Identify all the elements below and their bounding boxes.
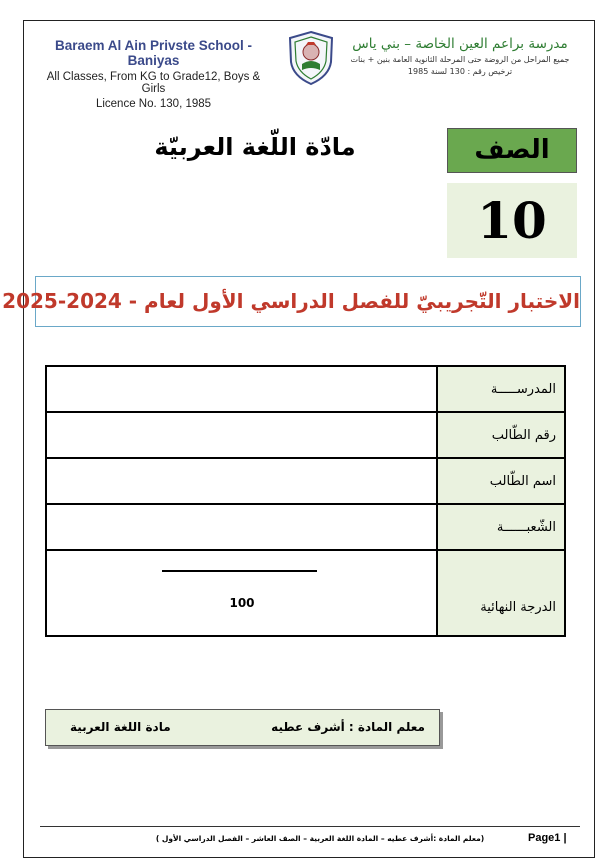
section-label: الشّعبــــــة bbox=[436, 505, 564, 549]
student-name-row bbox=[47, 459, 564, 505]
footer-divider bbox=[40, 826, 580, 827]
final-grade-field[interactable] bbox=[47, 551, 436, 635]
student-name-label: اسم الطّالب bbox=[436, 459, 564, 503]
licence-en: Licence No. 130, 1985 bbox=[95, 98, 212, 110]
page-number: Page1 | bbox=[528, 832, 567, 844]
score-line bbox=[162, 570, 317, 572]
student-number-row bbox=[47, 413, 564, 459]
student-name-field[interactable] bbox=[47, 459, 436, 503]
subject-title: مادّة اللّغة العربيّة bbox=[154, 133, 356, 161]
teacher-subject: مادة اللغة العربية bbox=[70, 720, 171, 734]
grade-number: 10 bbox=[447, 183, 577, 258]
school-name-en: Baraem Al Ain Privste School - Baniyas bbox=[54, 38, 253, 68]
exam-title: الاختبار التّجريبيّ للفصل الدراسي الأول لعام - 2024-2025 bbox=[35, 276, 581, 327]
final-grade-row bbox=[47, 551, 564, 635]
school-logo-icon bbox=[287, 30, 335, 86]
school-field[interactable] bbox=[47, 367, 436, 411]
teacher-name: معلم المادة : أشرف عطيه bbox=[271, 720, 425, 734]
section-field[interactable] bbox=[47, 505, 436, 549]
grade-label: الصف bbox=[447, 128, 577, 173]
student-number-label: رقم الطّالب bbox=[436, 413, 564, 457]
classes-en: All Classes, From KG to Grade12, Boys & Girls bbox=[46, 71, 261, 95]
school-header-arabic bbox=[340, 36, 580, 76]
footer-text: (معلم المادة :أشرف عطيه – المادة اللغة العربية – الصف العاشر – الفصل الدراسي الأول ) bbox=[155, 834, 485, 843]
total-score: 100 bbox=[229, 596, 255, 610]
school-header-english bbox=[36, 38, 271, 110]
final-grade-label: الدرجة النهائية bbox=[436, 551, 564, 635]
teacher-box bbox=[45, 709, 440, 746]
classes-ar: جميع المراحل من الروضة حتى المرحلة الثانوية العامة بنين + بنات bbox=[350, 55, 570, 64]
licence-ar: ترخيص رقم : 130 لسنة 1985 bbox=[407, 67, 513, 76]
school-name-ar: مدرسة براعم العين الخاصة – بني ياس bbox=[352, 36, 568, 52]
school-label: المدرســـــة bbox=[436, 367, 564, 411]
student-number-field[interactable] bbox=[47, 413, 436, 457]
school-row bbox=[47, 367, 564, 413]
section-row bbox=[47, 505, 564, 551]
student-info-table bbox=[45, 365, 566, 637]
